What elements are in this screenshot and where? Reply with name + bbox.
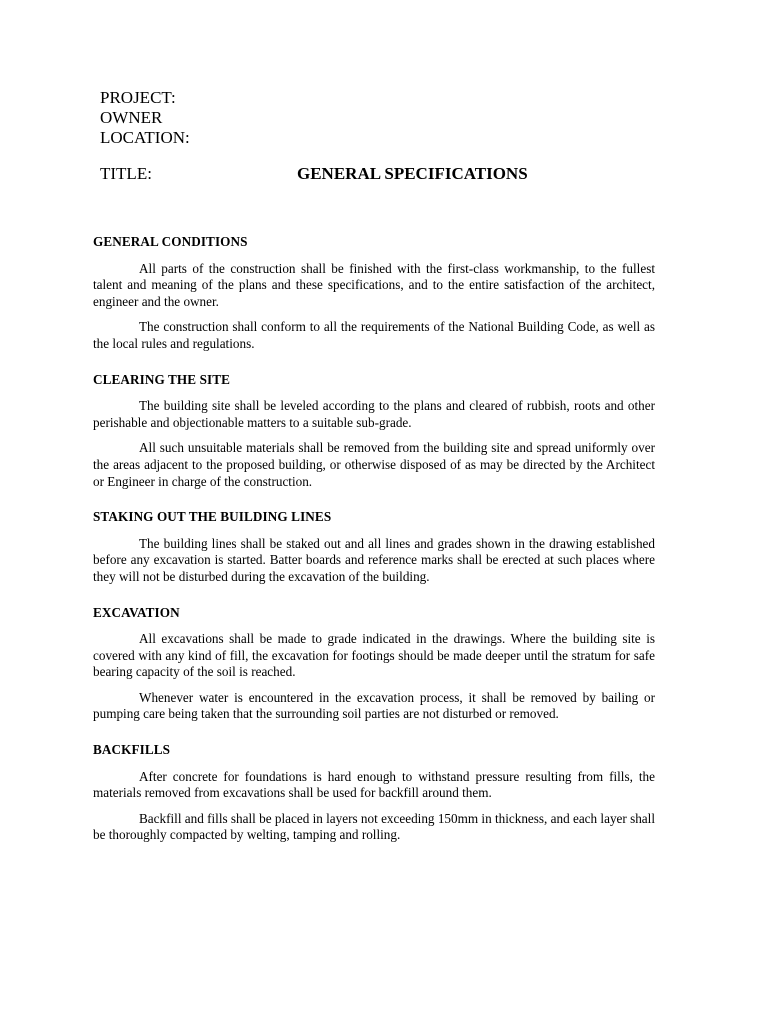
paragraph: The construction shall conform to all the requirements of the National Building Code, as well as the local rules and regulations. bbox=[93, 319, 655, 351]
document-title: GENERAL SPECIFICATIONS bbox=[297, 164, 528, 183]
section-heading: GENERAL CONDITIONS bbox=[93, 234, 248, 249]
section-heading: BACKFILLS bbox=[93, 742, 171, 758]
specifications-body bbox=[93, 234, 655, 863]
section-clearing-the-site bbox=[93, 372, 655, 491]
title-label: TITLE: bbox=[100, 164, 152, 183]
paragraph: All parts of the construction shall be finished with the first-class workmanship, to the fullest talent and meaning of the plans and these specifications, and to the entire satisfaction of the architect, engineer and the owner. bbox=[93, 260, 655, 309]
section-heading: STAKING OUT THE BUILDING LINES bbox=[93, 509, 332, 525]
section-heading: CLEARING THE SITE bbox=[93, 371, 231, 387]
section-general-conditions bbox=[93, 234, 655, 353]
section-staking-out bbox=[93, 509, 655, 585]
project-label: PROJECT: bbox=[100, 88, 176, 107]
owner-label: OWNER bbox=[100, 108, 163, 127]
section-excavation bbox=[93, 605, 655, 724]
title-row bbox=[100, 164, 660, 186]
document-header bbox=[100, 88, 190, 148]
paragraph: The building lines shall be staked out and all lines and grades shown in the drawing established before any excavation is started. Batter boards and reference marks shall be erected at such places where they will not be disturbed during the excavation of the building. bbox=[93, 535, 655, 584]
paragraph: Whenever water is encountered in the excavation process, it shall be removed by bailing or pumping care being taken that the surrounding soil parties are not disturbed or removed. bbox=[93, 689, 655, 722]
location-label: LOCATION: bbox=[100, 128, 190, 147]
paragraph: After concrete for foundations is hard enough to withstand pressure resulting from fills, the materials removed from excavations shall be used for backfill around them. bbox=[93, 768, 655, 801]
paragraph: Backfill and fills shall be placed in layers not exceeding 150mm in thickness, and each layer shall be thoroughly compacted by welting, tamping and rolling. bbox=[93, 810, 655, 843]
paragraph: All excavations shall be made to grade indicated in the drawings. Where the building site is covered with any kind of fill, the excavation for footings should be made deeper until the stratum for safe bearing capacity of the soil is reached. bbox=[93, 631, 655, 680]
section-heading: EXCAVATION bbox=[93, 604, 180, 620]
paragraph: All such unsuitable materials shall be removed from the building site and spread uniformly over the areas adjacent to the proposed building, or otherwise disposed of as may be directed by the Architect or Engineer in charge of the construction. bbox=[93, 440, 655, 489]
section-backfills bbox=[93, 742, 655, 844]
paragraph: The building site shall be leveled according to the plans and cleared of rubbish, roots and other perishable and objectionable matters to a suitable sub-grade. bbox=[93, 398, 655, 430]
